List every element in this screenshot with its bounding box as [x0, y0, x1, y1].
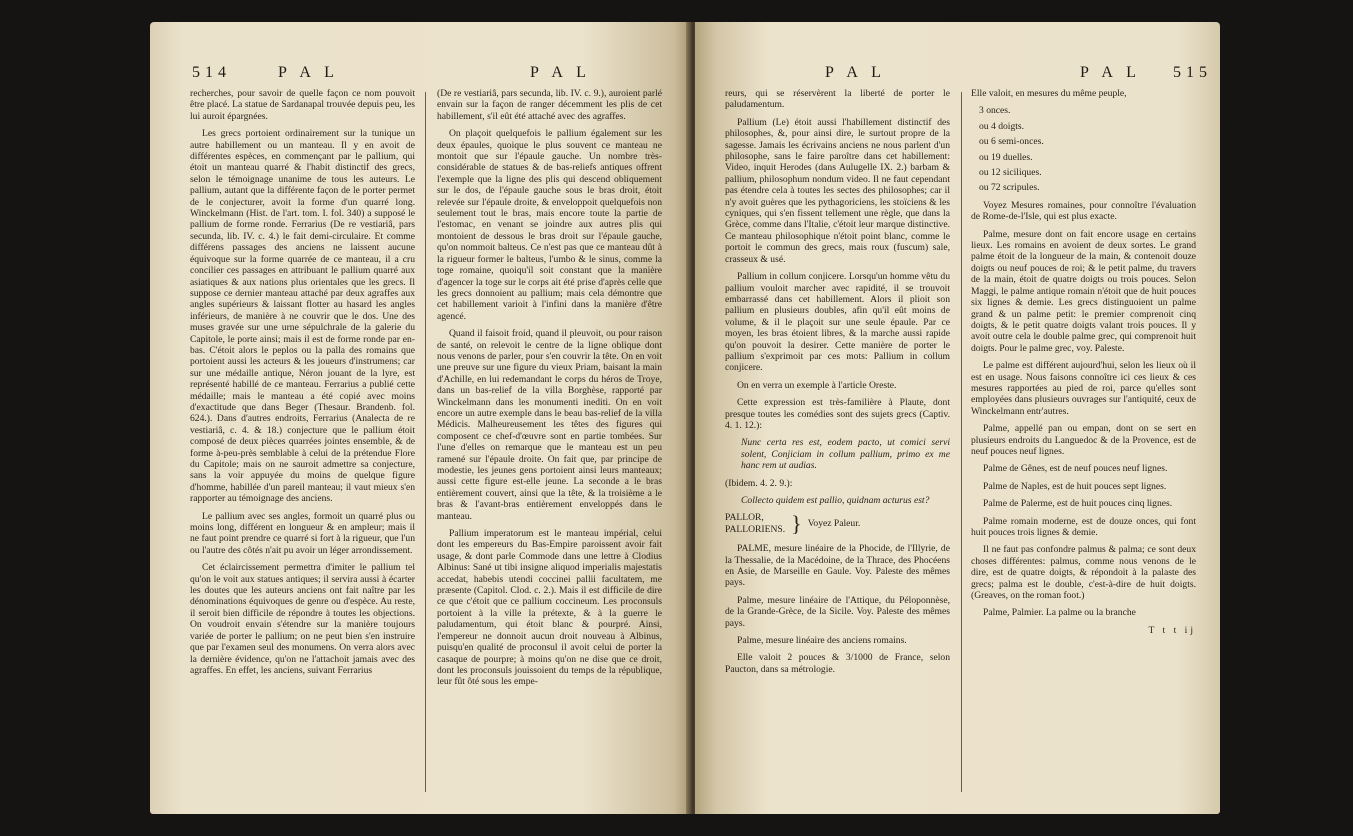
paragraph: Palme, Palmier. La palme ou la branche [983, 607, 1136, 619]
paragraph: Pallium imperatorum est le manteau impérial, celui dont les empereurs du Bas-Empire paroissent avoir fait usage, & dont parle Commode dans une lettre à Clodius Albinus: Sané ut tibi insigne aliquod imperialis majestatis accedat, habebis utendi coccinei pallii facultatem, me præsente (Capitol. Clod. c. 2.). Mais il est difficile de dire ce que c'étoit que ce pallium coccineum. Les proconsuls portoient à la ville la prétexte, & à la guerre le paludamentum, qui étoit blanc & pourpré. Ainsi, l'empereur ne donnoit aucun droit nouveau à Albinus, puisqu'en qualité de proconsul il avoit celui de porter la casaque de pourpre; à moins qu'on ne dise que ce droit, dont les proconsuls jouissoient du temps de la république, leur fût ôté sous les empe- [437, 528, 662, 688]
brace-glyph: } [791, 511, 802, 537]
quotation: Collecto quidem est pallio, quidnam acturus est? [741, 495, 930, 506]
running-head-left-a: P A L [278, 64, 339, 81]
list-item: ou 19 duelles. [979, 151, 1033, 163]
paragraph: Quand il faisoit froid, quand il pleuvoit, ou pour raison de santé, on relevoit le centre de la ligne oblique dont nous venons de parler, pour s'en couvrir la tête. On en voit une preuve sur une figure du vieux Priam, baisant la main d'Achille, en lui redemandant le corps du héros de Troye, dans un bas-relief de la villa Borghèse, rapporté par Winckelmann dans les monumenti inediti. On en voit encore un autre exemple dans le beau bas-relief de la villa Médicis. Malheureusement les têtes des figures qui composent ce chef-d'œuvre sont en partie tombées. Sur l'une d'elles on remarque que le manteau est un peu ramené sur l'épaule droite. On fait que, par principe de modestie, les jeunes gens portoient ainsi leurs manteaux; aussi cette figure est-elle jeune. La seconde a le bras entièrement couvert, ainsi que la tête, & la troisième a le bras & l'avant-bras entièrement enveloppés dans le manteau. [437, 328, 662, 522]
list-item: ou 72 scripules. [979, 182, 1040, 194]
paragraph: Palme, mesure linéaire des anciens romains. [737, 635, 907, 647]
left-page [150, 22, 690, 814]
paragraph: Les grecs portoient ordinairement sur la tunique un autre habillement ou un manteau. Il y en avoit de différentes espèces, en commençant par le pallium, qui étoit un manteau quarré & l'habit distinctif des grecs, selon le témoignage unanime de tous les auteurs. Le pallium, autant que la différente façon de le porter permet de le conjecturer, avoit la forme d'un quarré long. Winckelmann (Hist. de l'art. tom. I. fol. 340) a supposé le pallium de forme ronde. Ferrarius (De re vestiariâ, pars secunda, lib. IV. c. 4.) le fait demi-circulaire. Et comme différens passages des anciens ne laissent aucune équivoque sur la forme quarrée de ce manteau, il a cru concilier ces passages en attribuant le pallium quarré aux asiatiques & aux nations plus orientales que les grecs. Il suppose ce dernier manteau attaché par deux agraffes aux angles supérieurs & laissant flotter au hasard les angles inférieurs, de manière à ne couvrir que le dos. Une des muses gravée sur une urne sépulchrale de la galerie du Capitole, le porte ainsi; mais il est de forme ronde par en-bas. C'étoit alors le peplos ou la palla des romains que portoient aussi les acteurs & les joueurs d'instrumens; car sur une médaille antique, Néron jouant de la lyre, est représenté habillé de ce manteau. Ferrarius a publié cette médaille; mais le manteau a été copié avec moins d'exactitude que dans Beger (Thesaur. Brandenb. fol. 624.). Dans d'autres endroits, Ferrarius (Analecta de re vestiariâ, c. 4. & 18.) conjecture que le pallium étoit composé de deux pièces quarrées jointes ensemble, & de forme à-peu-près semblable à celui de la prétendue Flore du Capitole; mais on ne sauroit admettre sa conjecture, sans la voir appuyée du moins de quelque figure d'homme, habillée d'un pareil manteau; il vaut mieux s'en rapporter au témoignage des anciens. [190, 128, 415, 505]
paragraph: On en verra un exemple à l'article Oreste. [737, 379, 897, 391]
paragraph: Palme, mesure dont on fait encore usage en certains lieux. Les romains en avoient de deux sortes. Le grand palme étoit de la longueur de la main, & contenoit douze doigts ou neuf pouces de roi; & le petit palme, du travers de la main, étoit de quatre doigts ou trois pouces. Selon Maggi, le palme antique romain n'étoit que de huit pouces six lignes & demie. Les grecs distinguoient un palme grand & un palme petit: le premier comprenoit cinq doigts, & le petit quatre doigts valant trois pouces. Il y avoit outre cela le double palme grec, qui comprenoit huit doigts. Pour le palme grec, voy. Paleste. [971, 228, 1196, 354]
left-column-1 [190, 88, 415, 682]
left-column-2 [437, 88, 662, 694]
page-number-left: 514 [192, 64, 231, 81]
book-spread [150, 22, 1220, 822]
page-number-right: 515 [1173, 64, 1212, 81]
paragraph: reurs, qui se réservèrent la liberté de porter le paludamentum. [725, 88, 950, 111]
signature-mark: T t t ij [1148, 624, 1196, 636]
running-head-left-b: P A L [530, 64, 591, 81]
running-head-right-a: P A L [825, 64, 886, 81]
paragraph: Elle valoit 2 pouces & 3/1000 de France, selon Paucton, dans sa métrologie. [725, 652, 950, 675]
quotation: Nunc certa res est, eodem pacto, ut comici servi solent, Conjiciam in collum pallium, primo ex me hanc rem ut audias. [741, 437, 950, 472]
paragraph: Pallium in collum conjicere. Lorsqu'un homme vêtu du pallium vouloit marcher avec rapidité, il se trouvoit embarrassé dans cet habillement. Alors il plioit son pallium en plusieurs doubles, afin qu'il eût moins de volume, & il le plaçoit sur une seule épaule. Par ce moyen, les bras étoient libres, & la marche aussi rapide qu'on pouvoit la desirer. Cette manière de porter le pallium s'exprimoit par ces mots: Pallium in collum conjicere. [725, 271, 950, 374]
paragraph: Il ne faut pas confondre palmus & palma; ce sont deux choses différentes: palmus, comme nous venons de le dire, est de quatre doigts, & répondoit à la palaste des grecs; palma est le double, c'est-à-dire de huit doigts. (Greaves, on the roman foot.) [971, 544, 1196, 602]
paragraph: Pallium (Le) étoit aussi l'habillement distinctif des philosophes, &, pour ainsi dire, le surtout propre de la sagesse. Jamais les écrivains anciens ne nous parlent d'un philosophe, sans le faire paroître dans cet habillement: Video, inquit Herodes (dans Aulugelle IX. 2.) barbam & pallium, philosophum nondum video. Il ne faut cependant pas étendre cela à toutes les sectes des philosophes; car il n'y avoit guères que les pythagoriciens, les stoïciens & les cyniques, qui s'en fissent tellement une règle, que dans la Grèce, comme dans l'Italie, c'étoit leur marque distinctive. Ce manteau philosophique n'étoit point blanc, comme le portoit le commun des grecs, mais roux (fuscum) sale, crasseux & usé. [725, 116, 950, 265]
paragraph: Palme de Naples, est de huit pouces sept lignes. [983, 480, 1167, 492]
running-head-right-b: P A L [1080, 64, 1141, 81]
right-page [695, 22, 1220, 814]
paragraph: Palme de Gênes, est de neuf pouces neuf lignes. [983, 463, 1168, 475]
list-item: ou 4 doigts. [979, 120, 1025, 132]
cross-reference [725, 512, 950, 535]
right-column-2 [971, 88, 1196, 642]
list-item: ou 12 siciliques. [979, 167, 1042, 179]
paragraph: recherches, pour savoir de quelle façon ce nom pouvoit être placé. La statue de Sardanapal trouvée depuis peu, les lui auroit épargnées. [190, 88, 415, 122]
paragraph: Cet éclaircissement permettra d'imiter le pallium tel qu'on le voit aux statues antiques; il servira aussi à écarter les doutes que les auteurs anciens ont fait naître par les dénominations équivoques de genre ou d'espèce. Au reste, il seroit bien difficile de répondre à toutes les objections. On voudroit envain s'étendre sur la manière toujours variée de porter le pallium; on ne peut bien s'en instruire que par l'examen seul des monumens. On verra alors avec la dernière évidence, qu'on ne l'attachoit jamais avec des agraffes. En effet, les anciens, suivant Ferrarius [190, 562, 415, 676]
paragraph: Palme, appellé pan ou empan, dont on se sert en plusieurs endroits du Languedoc & de la Provence, est de neuf pouces neuf lignes. [971, 423, 1196, 457]
paragraph: Palme romain moderne, est de douze onces, qui font huit pouces trois lignes & demie. [971, 515, 1196, 538]
paragraph: Cette expression est très-familière à Plaute, dont presque toutes les comédies sont des sujets grecs (Captiv. 4. 1. 12.): [725, 397, 950, 431]
paragraph: Le pallium avec ses angles, formoit un quarré plus ou moins long, différent en longueur & en ampleur; mais il ne faut point prendre ce quarré si fort à la rigueur, que l'un ou l'autre des côtés n'ait pu avoir un léger arrondissement. [190, 510, 415, 556]
paragraph: Voyez Mesures romaines, pour connoître l'évaluation de Rome-de-l'Isle, qui est plus exacte. [971, 199, 1196, 223]
brace-target: Voyez Paleur. [807, 518, 861, 530]
column-rule [425, 92, 426, 792]
paragraph: PALME, mesure linéaire de la Phocide, de l'Illyrie, de la Thessalie, de la Macédoine, de la Thrace, des Phocéens en Asie, de Marseille en Gaule. Voy. Paleste des mêmes pays. [725, 543, 950, 589]
citation-ref: (Ibidem. 4. 2. 9.): [725, 477, 793, 489]
paragraph: On plaçoit quelquefois le pallium également sur les deux épaules, quoique le plus souvent ce manteau ne montoit que sur l'épaule gauche. Un nombre très-considérable de statues & de bas-reliefs antiques offrent l'exemple que la ligne des plis qui descend obliquement sur le dos, de l'épaule gauche sous le bras droit, étoit relevée sur l'épaule droite, & enveloppoit quelquefois non seulement tout le bras, mais encore toute la partie de l'estomac, en venant se joindre aux autres plis qui montoient de dessous le bras droit sur l'épaule gauche, qu'on nommoit balteus. Ce n'est pas que ce manteau dût à la rigueur former le balteus, l'umbo & le sinus, comme la toge romaine, quoiqu'il soit constant que la manière d'agencer la toge sur le corps ait été prise d'après celle que les grecs donnoient au pallium; mais cela démontre que cet habillement varioit à l'infini dans la manière d'être agencé. [437, 128, 662, 322]
paragraph: Palme de Palerme, est de huit pouces cinq lignes. [983, 498, 1173, 510]
paragraph: (De re vestiariâ, pars secunda, lib. IV. c. 9.), auroient parlé envain sur la façon de ranger décemment les plis de cet habillement, s'il eût été attaché avec des agraffes. [437, 88, 662, 122]
paragraph: Elle valoit, en mesures du même peuple, [971, 88, 1127, 99]
right-column-1 [725, 88, 950, 681]
paragraph: Le palme est différent aujourd'hui, selon les lieux où il est en usage. Nous faisons connoître ici ces lieux & ces mesures rapportées au pied de roi, parce qu'elles sont employées dans plusieurs ouvrages sur l'antiquité, ceux de Winckelmann entr'autres. [971, 360, 1196, 417]
paragraph: Palme, mesure linéaire de l'Attique, du Péloponnèse, de la Grande-Grèce, de la Sicile. Voy. Paleste des mêmes pays. [725, 594, 950, 629]
column-rule [961, 92, 962, 792]
brace-term: PALLORIENS. [725, 523, 786, 535]
list-item: ou 6 semi-onces. [979, 136, 1044, 148]
brace-term: PALLOR, [725, 512, 764, 524]
measure-list [979, 105, 1196, 193]
list-item: 3 onces. [979, 105, 1011, 117]
